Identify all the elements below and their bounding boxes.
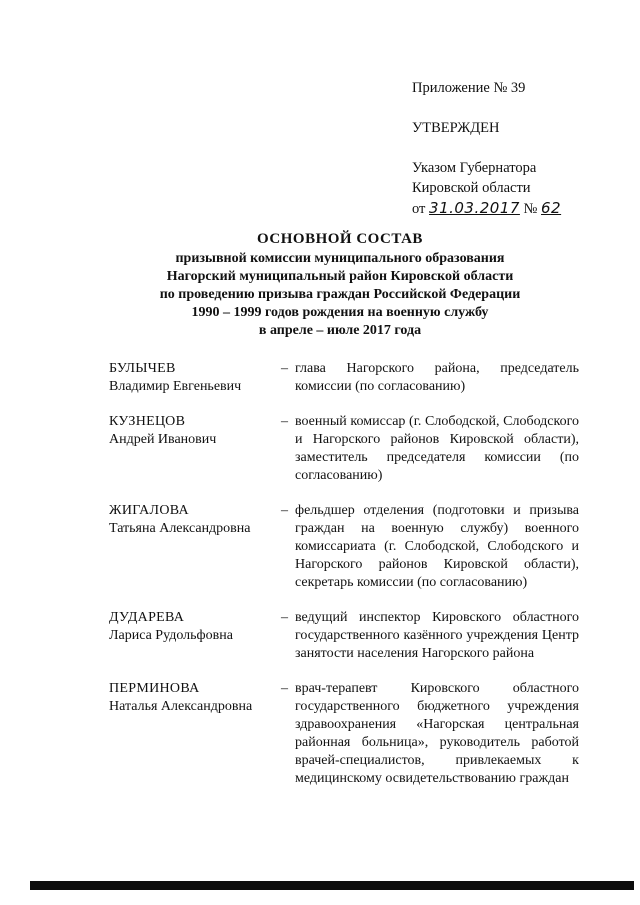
member-role: фельдшер отделения (подготовки и призыва граждан на военную службу) военного комиссариата (г. Слободской, Слободского и Нагорского районов Кировской области), секретарь комиссии (по согласованию) xyxy=(295,503,579,590)
member-given-name: Владимир Евгеньевич xyxy=(109,379,242,394)
member-dash: – xyxy=(281,361,288,376)
appendix-block xyxy=(412,78,632,219)
member-role: военный комиссар (г. Слободской, Слободского и Нагорского районов Кировской области), заместитель председателя комиссии (по согласованию) xyxy=(295,414,579,483)
appendix-number: Приложение № 39 xyxy=(412,80,526,96)
member-row xyxy=(109,680,579,788)
member-given-name: Андрей Иванович xyxy=(109,432,217,447)
title-line-2: Нагорский муниципальный район Кировской области xyxy=(166,269,514,284)
member-row xyxy=(109,360,579,396)
member-row xyxy=(109,502,579,592)
member-row xyxy=(109,609,579,663)
title-main: ОСНОВНОЙ СОСТАВ xyxy=(257,231,423,247)
page-bottom-margin xyxy=(0,890,640,905)
member-name xyxy=(109,413,281,485)
member-name xyxy=(109,360,281,396)
member-dash: – xyxy=(281,610,288,625)
member-name xyxy=(109,502,281,592)
member-surname: ЖИГАЛОВА xyxy=(109,503,189,518)
member-dash: – xyxy=(281,414,288,429)
member-row xyxy=(109,413,579,485)
scan-edge-bar xyxy=(30,881,634,890)
commission-roster xyxy=(109,360,579,805)
member-dash: – xyxy=(281,503,288,518)
handwritten-number: 62 xyxy=(541,199,562,217)
title-line-5: в апреле – июле 2017 года xyxy=(258,323,422,338)
number-prefix: № xyxy=(523,201,538,217)
member-role: глава Нагорского района, председатель комиссии (по согласованию) xyxy=(295,361,579,394)
handwritten-date: 31.03.2017 xyxy=(429,199,520,217)
document-title xyxy=(100,230,580,340)
member-surname: БУЛЫЧЕВ xyxy=(109,361,176,376)
member-surname: ДУДАРЕВА xyxy=(109,610,185,625)
decree-date-line xyxy=(412,198,632,219)
member-surname: ПЕРМИНОВА xyxy=(109,681,200,696)
date-prefix: от xyxy=(412,201,426,217)
member-given-name: Татьяна Александровна xyxy=(109,521,251,536)
title-line-1: призывной комиссии муниципального образования xyxy=(175,251,505,266)
title-line-4: 1990 – 1999 годов рождения на военную службу xyxy=(191,305,489,320)
member-role: врач-терапевт Кировского областного государственного бюджетного учреждения здравоохранения «Нагорская центральная районная больница», руководитель работой врачей-специалистов, привлекаемых к медицинскому освидетельствованию граждан xyxy=(295,681,579,786)
member-given-name: Наталья Александровна xyxy=(109,699,253,714)
member-dash: – xyxy=(281,681,288,696)
decree-line-2: Кировской области xyxy=(412,180,531,196)
member-name xyxy=(109,680,281,788)
approved-label: УТВЕРЖДЕН xyxy=(412,120,500,136)
member-given-name: Лариса Рудольфовна xyxy=(109,628,233,643)
member-name xyxy=(109,609,281,663)
member-surname: КУЗНЕЦОВ xyxy=(109,414,186,429)
title-line-3: по проведению призыва граждан Российской Федерации xyxy=(159,287,521,302)
decree-line-1: Указом Губернатора xyxy=(412,160,537,176)
member-role: ведущий инспектор Кировского областного государственного казённого учреждения Центр занятости населения Нагорского района xyxy=(295,610,579,661)
